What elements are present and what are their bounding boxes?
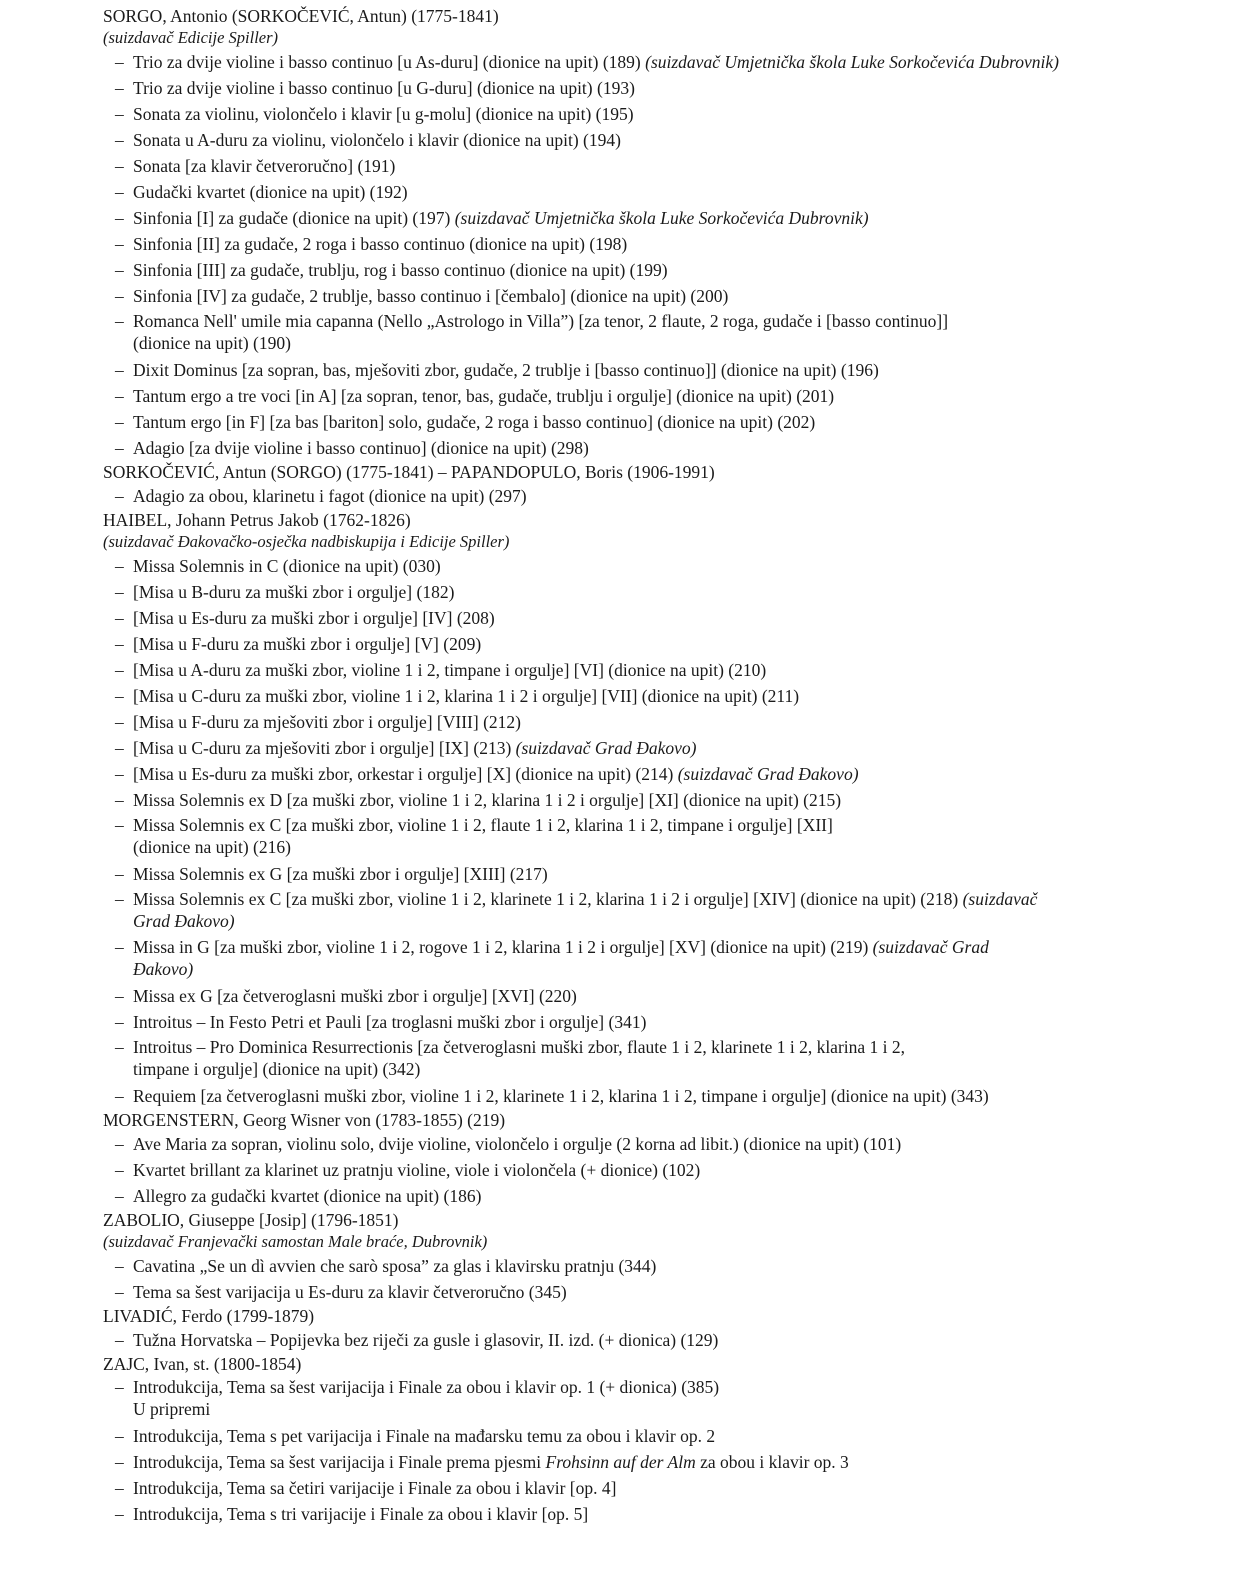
work-title: Sinfonia [IV] za gudače, 2 trublje, basso continuo i [čembalo] (dionice na upit) (200) bbox=[133, 286, 729, 306]
work-item bbox=[103, 75, 1160, 101]
work-title: Sonata u A-duru za violinu, violončelo i klavir (dionice na upit) (194) bbox=[133, 130, 621, 150]
work-title: [Misa u B-duru za muški zbor i orgulje] (182) bbox=[133, 582, 455, 602]
work-item bbox=[103, 761, 1160, 787]
composer-section bbox=[103, 1109, 1160, 1209]
work-item bbox=[103, 605, 1160, 631]
work-item bbox=[103, 813, 1160, 861]
composer-heading: ZABOLIO, Giuseppe [Josip] (1796-1851) bbox=[103, 1210, 399, 1230]
work-item bbox=[103, 735, 1160, 761]
work-title: Missa Solemnis ex C [za muški zbor, violine 1 i 2, klarinete 1 i 2, klarina 1 i 2 i orgulje] [XIV] (dionice na upit) (218) bbox=[133, 889, 963, 909]
work-title: Missa Solemnis ex G [za muški zbor i orgulje] [XIII] (217) bbox=[133, 864, 548, 884]
work-item bbox=[103, 579, 1160, 605]
work-title: Gudački kvartet (dionice na upit) (192) bbox=[133, 182, 408, 202]
co-publisher-continued: Đakovo) bbox=[133, 959, 194, 979]
work-item bbox=[103, 101, 1160, 127]
work-title: Adagio [za dvije violine i basso continuo] (dionice na upit) (298) bbox=[133, 438, 589, 458]
work-title: [Misa u F-duru za mješoviti zbor i orgulje] [VIII] (212) bbox=[133, 712, 521, 732]
work-item bbox=[103, 435, 1160, 461]
work-item bbox=[103, 709, 1160, 735]
work-title: Introitus – In Festo Petri et Pauli [za troglasni muški zbor i orgulje] (341) bbox=[133, 1012, 647, 1032]
work-item bbox=[103, 153, 1160, 179]
co-publisher: (suizdavač Umjetnička škola Luke Sorkočevića Dubrovnik) bbox=[454, 208, 869, 228]
work-title: Ave Maria za sopran, violinu solo, dvije violine, violončelo i orgulje (2 korna ad libit.) (dionice na upit) (101) bbox=[133, 1134, 902, 1154]
work-item bbox=[103, 179, 1160, 205]
composer-section bbox=[103, 5, 1160, 461]
work-title: [Misa u C-duru za mješoviti zbor i orgulje] [IX] (213) bbox=[133, 738, 516, 758]
work-title: Sonata [za klavir četveroručno] (191) bbox=[133, 156, 396, 176]
works-list bbox=[103, 1131, 1160, 1209]
work-title: [Misa u F-duru za muški zbor i orgulje] [V] (209) bbox=[133, 634, 482, 654]
composer-heading: SORGO, Antonio (SORKOČEVIĆ, Antun) (1775-1841) bbox=[103, 6, 499, 26]
work-item bbox=[103, 1253, 1160, 1279]
work-item bbox=[103, 357, 1160, 383]
work-title: [Misa u Es-duru za muški zbor i orgulje] [IV] (208) bbox=[133, 608, 495, 628]
composer-heading: SORKOČEVIĆ, Antun (SORGO) (1775-1841) – PAPANDOPULO, Boris (1906-1991) bbox=[103, 462, 715, 482]
work-item bbox=[103, 1035, 1160, 1083]
work-item bbox=[103, 257, 1160, 283]
work-item bbox=[103, 231, 1160, 257]
work-item bbox=[103, 383, 1160, 409]
work-item bbox=[103, 1279, 1160, 1305]
work-item bbox=[103, 887, 1160, 935]
composer-section bbox=[103, 509, 1160, 1109]
work-item bbox=[103, 1375, 1160, 1423]
work-title: Introitus – Pro Dominica Resurrectionis [za četveroglasni muški zbor, flaute 1 i 2, klarinete 1 i 2, klarina 1 i 2, bbox=[133, 1037, 906, 1057]
work-title-rest: za obou i klavir op. 3 bbox=[695, 1452, 849, 1472]
work-item bbox=[103, 1131, 1160, 1157]
work-item bbox=[103, 1475, 1160, 1501]
work-item bbox=[103, 983, 1160, 1009]
work-item bbox=[103, 683, 1160, 709]
composer-section bbox=[103, 1305, 1160, 1353]
composer-heading: MORGENSTERN, Georg Wisner von (1783-1855) (219) bbox=[103, 1110, 506, 1130]
co-publisher-continued: Grad Đakovo) bbox=[133, 911, 235, 931]
co-publisher: (suizdavač Grad Đakovo) bbox=[677, 764, 859, 784]
work-title: Missa Solemnis ex C [za muški zbor, violine 1 i 2, flaute 1 i 2, klarina 1 i 2, timpane i orgulje] [XII] bbox=[133, 815, 833, 835]
work-item bbox=[103, 1327, 1160, 1353]
co-publisher-note: (suizdavač Đakovačko-osječka nadbiskupija i Edicije Spiller) bbox=[103, 532, 510, 551]
work-item bbox=[103, 787, 1160, 813]
composer-section bbox=[103, 1353, 1160, 1527]
work-title: Cavatina „Se un dì avvien che sarò sposa” za glas i klavirsku pratnju (344) bbox=[133, 1256, 657, 1276]
works-list bbox=[103, 483, 1160, 509]
work-item bbox=[103, 127, 1160, 153]
works-list bbox=[103, 553, 1160, 1109]
work-title: Tantum ergo [in F] [za bas [bariton] solo, gudače, 2 roga i basso continuo] (dionice na upit) (202) bbox=[133, 412, 816, 432]
work-title: Sinfonia [I] za gudače (dionice na upit) (197) bbox=[133, 208, 455, 228]
work-item bbox=[103, 409, 1160, 435]
work-title: Missa in G [za muški zbor, violine 1 i 2, rogove 1 i 2, klarina 1 i 2 i orgulje] [XV] (dionice na upit) (219) bbox=[133, 937, 873, 957]
work-title: Missa Solemnis ex D [za muški zbor, violine 1 i 2, klarina 1 i 2 i orgulje] [XI] (dionice na upit) (215) bbox=[133, 790, 842, 810]
work-item bbox=[103, 1501, 1160, 1527]
co-publisher: (suizdavač Grad bbox=[872, 937, 989, 957]
work-title: Introdukcija, Tema sa šest varijacija i Finale za obou i klavir op. 1 (+ dionica) (385) bbox=[133, 1377, 720, 1397]
co-publisher-note: (suizdavač Franjevački samostan Male braće, Dubrovnik) bbox=[103, 1232, 488, 1251]
works-list bbox=[103, 1253, 1160, 1305]
work-title: Introdukcija, Tema s pet varijacija i Finale na mađarsku temu za obou i klavir op. 2 bbox=[133, 1426, 716, 1446]
works-list bbox=[103, 1327, 1160, 1353]
work-title: Requiem [za četveroglasni muški zbor, violine 1 i 2, klarinete 1 i 2, klarina 1 i 2, timpane i orgulje] (dionice na upit) (343) bbox=[133, 1086, 989, 1106]
work-title: Adagio za obou, klarinetu i fagot (dionice na upit) (297) bbox=[133, 486, 527, 506]
work-title-continued: U pripremi bbox=[133, 1399, 211, 1419]
work-title-continued: (dionice na upit) (190) bbox=[133, 333, 291, 353]
work-title: Sinfonia [II] za gudače, 2 roga i basso continuo (dionice na upit) (198) bbox=[133, 234, 628, 254]
co-publisher: (suizdavač Grad Đakovo) bbox=[515, 738, 697, 758]
work-title: Sinfonia [III] za gudače, trublju, rog i basso continuo (dionice na upit) (199) bbox=[133, 260, 668, 280]
work-item bbox=[103, 309, 1160, 357]
work-title: Sonata za violinu, violončelo i klavir [u g-molu] (dionice na upit) (195) bbox=[133, 104, 634, 124]
work-item bbox=[103, 483, 1160, 509]
works-list bbox=[103, 49, 1160, 461]
work-title: Trio za dvije violine i basso continuo [u As-duru] (dionice na upit) (189) bbox=[133, 52, 646, 72]
work-title-continued: timpane i orgulje] (dionice na upit) (342) bbox=[133, 1059, 421, 1079]
work-item bbox=[103, 861, 1160, 887]
work-item bbox=[103, 283, 1160, 309]
composer-section bbox=[103, 461, 1160, 509]
work-title: [Misa u C-duru za muški zbor, violine 1 i 2, klarina 1 i 2 i orgulje] [VII] (dionice na upit) (211) bbox=[133, 686, 800, 706]
work-item bbox=[103, 1449, 1160, 1475]
composer-heading: LIVADIĆ, Ferdo (1799-1879) bbox=[103, 1306, 315, 1326]
work-item bbox=[103, 1009, 1160, 1035]
work-title: Tantum ergo a tre voci [in A] [za sopran, tenor, bas, gudače, trublju i orgulje] (dionice na upit) (201) bbox=[133, 386, 835, 406]
co-publisher-note: (suizdavač Edicije Spiller) bbox=[103, 28, 279, 47]
work-title: Trio za dvije violine i basso continuo [u G-duru] (dionice na upit) (193) bbox=[133, 78, 635, 98]
work-title-italic: Frohsinn auf der Alm bbox=[545, 1452, 696, 1472]
work-item bbox=[103, 205, 1160, 231]
work-item bbox=[103, 935, 1160, 983]
work-title: [Misa u Es-duru za muški zbor, orkestar i orgulje] [X] (dionice na upit) (214) bbox=[133, 764, 678, 784]
work-item bbox=[103, 1083, 1160, 1109]
work-item bbox=[103, 657, 1160, 683]
co-publisher: (suizdavač Umjetnička škola Luke Sorkočevića Dubrovnik) bbox=[645, 52, 1059, 72]
work-title: Missa Solemnis in C (dionice na upit) (030) bbox=[133, 556, 441, 576]
work-title: Introdukcija, Tema sa četiri varijacije i Finale za obou i klavir [op. 4] bbox=[133, 1478, 617, 1498]
work-item bbox=[103, 49, 1160, 75]
work-title: Introdukcija, Tema sa šest varijacija i Finale prema pjesmi bbox=[133, 1452, 546, 1472]
work-title-continued: (dionice na upit) (216) bbox=[133, 837, 291, 857]
work-title: Introdukcija, Tema s tri varijacije i Finale za obou i klavir [op. 5] bbox=[133, 1504, 589, 1524]
work-title: Romanca Nell' umile mia capanna (Nello „Astrologo in Villa”) [za tenor, 2 flaute, 2 roga, gudače i [basso continuo]] bbox=[133, 311, 949, 331]
co-publisher: (suizdavač bbox=[962, 889, 1038, 909]
work-title: Missa ex G [za četveroglasni muški zbor i orgulje] [XVI] (220) bbox=[133, 986, 577, 1006]
work-title: Tema sa šest varijacija u Es-duru za klavir četveroručno (345) bbox=[133, 1282, 567, 1302]
work-item bbox=[103, 553, 1160, 579]
composer-heading: HAIBEL, Johann Petrus Jakob (1762-1826) bbox=[103, 510, 411, 530]
composer-section bbox=[103, 1209, 1160, 1305]
work-title: Dixit Dominus [za sopran, bas, mješoviti zbor, gudače, 2 trublje i [basso continuo]] (dionice na upit) (196) bbox=[133, 360, 879, 380]
work-title: Tužna Horvatska – Popijevka bez riječi za gusle i glasovir, II. izd. (+ dionica) (129) bbox=[133, 1330, 719, 1350]
work-item bbox=[103, 1183, 1160, 1209]
work-item bbox=[103, 631, 1160, 657]
composer-heading: ZAJC, Ivan, st. (1800-1854) bbox=[103, 1354, 302, 1374]
works-list bbox=[103, 1375, 1160, 1527]
work-title: Allegro za gudački kvartet (dionice na upit) (186) bbox=[133, 1186, 482, 1206]
work-title: [Misa u A-duru za muški zbor, violine 1 i 2, timpane i orgulje] [VI] (dionice na upit) (210) bbox=[133, 660, 767, 680]
work-item bbox=[103, 1157, 1160, 1183]
work-title: Kvartet brillant za klarinet uz pratnju violine, viole i violončela (+ dionice) (102) bbox=[133, 1160, 701, 1180]
work-item bbox=[103, 1423, 1160, 1449]
